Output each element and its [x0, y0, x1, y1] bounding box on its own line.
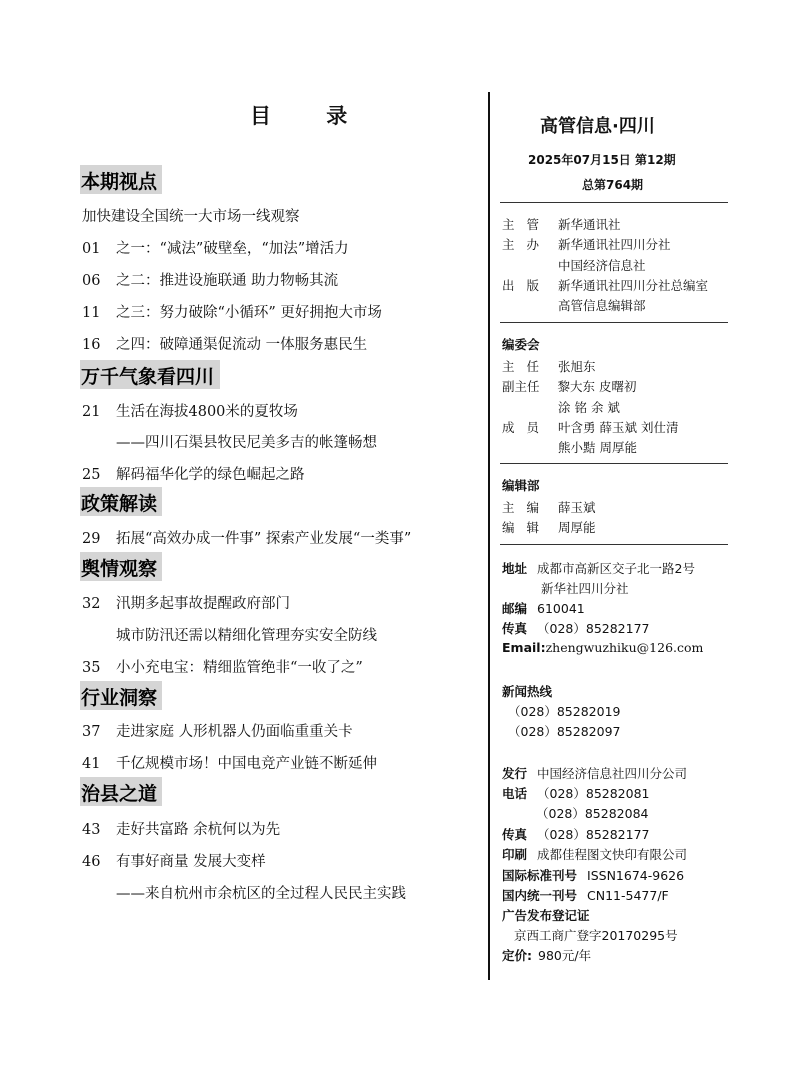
toc-entry[interactable]: 32 汛期多起事故提醒政府部门: [82, 596, 290, 612]
divider-line: [500, 202, 728, 203]
column-divider: [488, 92, 490, 980]
toc-title: 目 录: [250, 104, 372, 128]
committee-heading: 编委会: [502, 337, 540, 352]
distribution-issn: 国际标准刊号 ISSN1674-9626: [502, 868, 685, 883]
contact-address: 地址 成都市高新区交子北一路2号: [502, 561, 695, 576]
distribution-printer: 印刷 成都佳程图文快印有限公司: [502, 847, 688, 862]
distribution-ad-reg: 京西工商广登字20170295号: [514, 928, 678, 943]
toc-entry[interactable]: 37 走进家庭 人形机器人仍面临重重关卡: [82, 724, 353, 740]
contact-fax: 传真 （028）85282177: [502, 621, 650, 636]
toc-entry[interactable]: 29 拓展“高效办成一件事” 探索产业发展“一类事”: [82, 531, 412, 547]
hotline-heading: 新闻热线: [502, 684, 553, 699]
toc-entry[interactable]: 21 生活在海拔4800米的夏牧场: [82, 404, 298, 420]
committee-deputy-2: 涂 铭 余 斌: [558, 400, 620, 415]
toc-entry[interactable]: 11 之三：努力破除“小循环” 更好拥抱大市场: [82, 305, 382, 321]
masthead-row: 主 办 新华通讯社四川分社: [502, 237, 671, 252]
distribution-ad-label: 广告发布登记证: [502, 908, 590, 923]
section-intro: 加快建设全国统一大市场一线观察: [82, 209, 300, 225]
contact-postcode: 邮编 610041: [502, 601, 585, 616]
section-heading-wanqian: 万千气象看四川: [80, 360, 220, 389]
total-issue: 总第764期: [582, 178, 644, 192]
masthead-row: 出 版 新华通讯社四川分社总编室: [502, 278, 709, 293]
toc-entry[interactable]: 41 千亿规模市场！中国电竞产业链不断延伸: [82, 756, 377, 772]
distribution-cn: 国内统一刊号 CN11-5477/F: [502, 888, 669, 903]
editorial-editor: 编 辑 周厚能: [502, 520, 596, 535]
masthead-row: 高管信息编辑部: [558, 298, 646, 313]
distribution-phone: 电话 （028）85282081: [502, 786, 650, 801]
toc-entry-subtitle: 城市防汛还需以精细化管理夯实安全防线: [116, 628, 377, 644]
masthead-row: 中国经济信息社: [558, 258, 646, 273]
toc-entry[interactable]: 35 小小充电宝：精细监管绝非“一收了之”: [82, 660, 363, 676]
section-heading-zhengce: 政策解读: [80, 487, 162, 516]
committee-members-2: 熊小黠 周厚能: [558, 440, 637, 455]
section-heading-zhixian: 治县之道: [80, 777, 162, 806]
masthead-row: 主 管 新华通讯社: [502, 217, 621, 232]
distribution-issuer: 发行 中国经济信息社四川分公司: [502, 766, 688, 781]
toc-entry-subtitle: ——四川石渠县牧民尼美多吉的帐篷畅想: [116, 435, 377, 451]
divider-line: [500, 463, 728, 464]
distribution-fax: 传真 （028）85282177: [502, 827, 650, 842]
toc-entry[interactable]: 01 之一：“减法”破壁垒，“加法”增活力: [82, 241, 349, 257]
committee-director: 主 任 张旭东: [502, 359, 596, 374]
contact-address-2: 新华社四川分社: [541, 581, 629, 596]
hotline-number: （028）85282019: [508, 704, 621, 719]
section-heading-benqi: 本期视点: [80, 165, 162, 194]
toc-entry[interactable]: 46 有事好商量 发展大变样: [82, 854, 266, 870]
section-heading-hangye: 行业洞察: [80, 681, 162, 710]
section-heading-yuqing: 舆情观察: [80, 552, 162, 581]
divider-line: [500, 322, 728, 323]
toc-entry-subtitle: ——来自杭州市余杭区的全过程人民民主实践: [116, 886, 406, 902]
contact-email[interactable]: Email:zhengwuzhiku@126.com: [502, 640, 704, 655]
toc-entry[interactable]: 43 走好共富路 余杭何以为先: [82, 822, 281, 838]
editorial-chief: 主 编 薛玉斌: [502, 500, 596, 515]
distribution-phone-2: （028）85282084: [536, 806, 649, 821]
editorial-heading: 编辑部: [502, 478, 540, 493]
committee-members: 成 员 叶含勇 薛玉斌 刘仕清: [502, 420, 679, 435]
distribution-price: 定价: 980元/年: [502, 948, 592, 963]
toc-entry[interactable]: 16 之四：破障通渠促流动 一体服务惠民生: [82, 337, 368, 353]
publication-title: 高管信息·四川: [540, 116, 655, 137]
divider-line: [500, 544, 728, 545]
hotline-number: （028）85282097: [508, 724, 621, 739]
issue-date: 2025年07月15日 第12期: [528, 153, 676, 167]
toc-entry[interactable]: 06 之二：推进设施联通 助力物畅其流: [82, 273, 339, 289]
toc-entry[interactable]: 25 解码福华化学的绿色崛起之路: [82, 467, 305, 483]
committee-deputy: 副主任 黎大东 皮曙初: [502, 379, 637, 394]
